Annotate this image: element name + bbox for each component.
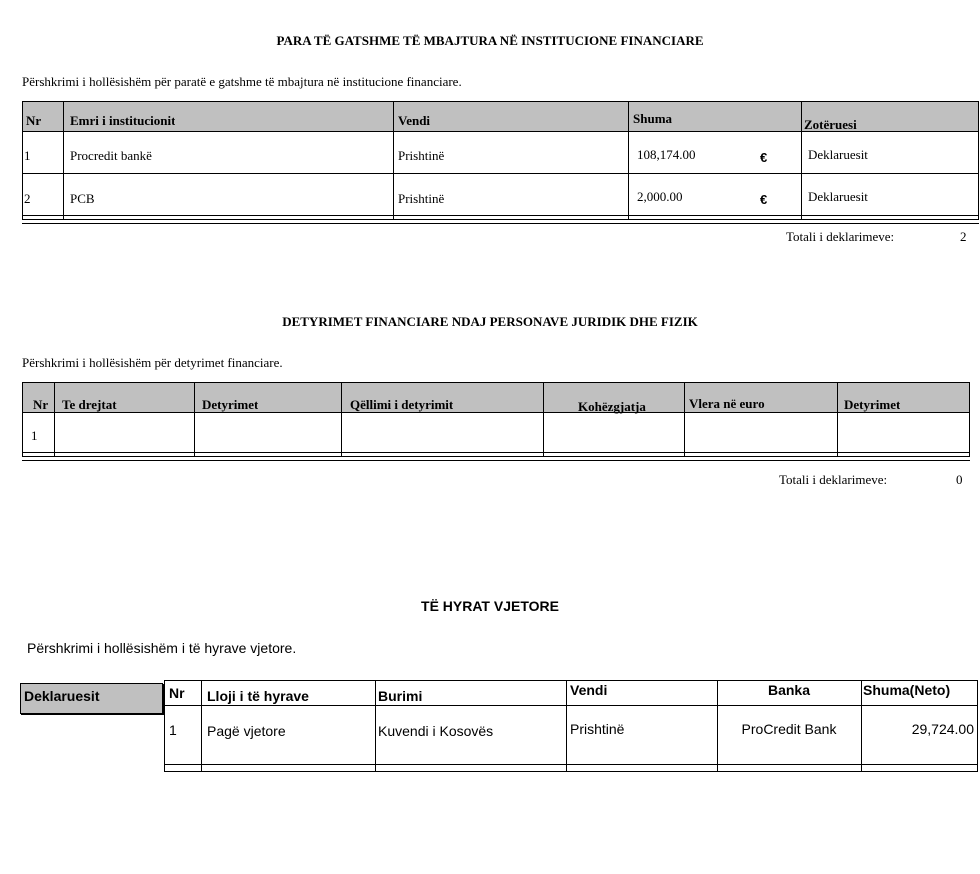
col-header-income-type: Lloji i të hyrave: [207, 688, 309, 704]
col-header-purpose: Qëllimi i detyrimit: [350, 397, 454, 412]
row1-nr: 1: [169, 722, 177, 738]
liabilities-table-header: [22, 382, 970, 412]
section3-title: TË HYRAT VJETORE: [421, 598, 559, 614]
col-header-duration: Kohëzgjatja: [578, 399, 646, 414]
col-header-bank: Banka: [767, 682, 811, 698]
row1-bank: ProCredit Bank: [741, 721, 837, 737]
col-header-place: Vendi: [570, 682, 608, 698]
section2-total-label: Totali i deklarimeve:: [779, 472, 888, 487]
row1-currency-euro: €: [760, 150, 768, 165]
row2-place: Prishtinë: [398, 191, 445, 206]
row1-income-type: Pagë vjetore: [207, 723, 286, 739]
row2-currency-euro: €: [760, 192, 768, 207]
row1-amount: 108,174.00: [637, 147, 696, 162]
section2-total-value: 0: [956, 472, 963, 487]
col-header-net-amount: Shuma(Neto): [863, 682, 951, 698]
col-header-nr: Nr: [26, 113, 42, 128]
owner-label: Deklaruesit: [24, 688, 100, 704]
row1-institution: Procredit bankë: [70, 148, 152, 163]
section1-total-value: 2: [960, 229, 967, 244]
col-header-amount: Shuma: [633, 111, 673, 126]
row1-net-amount: 29,724.00: [911, 721, 974, 737]
col-header-nr: Nr: [33, 397, 49, 412]
col-header-liabilities-2: Detyrimet: [844, 397, 901, 412]
liabilities-table: [22, 382, 971, 462]
section1-total-label: Totali i deklarimeve:: [786, 229, 895, 244]
col-header-source: Burimi: [378, 688, 423, 704]
row1-source: Kuvendi i Kosovës: [378, 723, 494, 739]
owner-box: [20, 683, 163, 714]
col-header-nr: Nr: [169, 685, 185, 701]
row1-owner: Deklaruesit: [808, 147, 868, 162]
col-header-owner: Zotëruesi: [804, 117, 857, 132]
section1-title: PARA TË GATSHME TË MBAJTURA NË INSTITUCIONE FINANCIARE: [276, 33, 704, 48]
income-table: [164, 680, 979, 774]
cash-table: [22, 101, 979, 227]
row2-nr: 2: [24, 191, 31, 206]
row2-owner: Deklaruesit: [808, 189, 868, 204]
col-header-liabilities: Detyrimet: [202, 397, 259, 412]
row2-institution: PCB: [70, 191, 95, 206]
section2-description: Përshkrimi i hollësishëm për detyrimet financiare.: [22, 355, 283, 370]
col-header-rights: Te drejtat: [62, 397, 117, 412]
row2-amount: 2,000.00: [637, 189, 683, 204]
section2-title: DETYRIMET FINANCIARE NDAJ PERSONAVE JURIDIK DHE FIZIK: [282, 314, 698, 329]
section3-description: Përshkrimi i hollësishëm i të hyrave vjetore.: [27, 640, 297, 656]
row1-nr: 1: [24, 148, 31, 163]
row1-nr: 1: [31, 428, 38, 443]
col-header-institution: Emri i institucionit: [70, 113, 176, 128]
col-header-place: Vendi: [398, 113, 431, 128]
row1-place: Prishtinë: [398, 148, 445, 163]
section1-description: Përshkrimi i hollësishëm për paratë e gatshme të mbajtura në institucione financiare.: [22, 74, 462, 89]
row1-place: Prishtinë: [570, 721, 625, 737]
col-header-value-euro: Vlera në euro: [689, 396, 765, 411]
